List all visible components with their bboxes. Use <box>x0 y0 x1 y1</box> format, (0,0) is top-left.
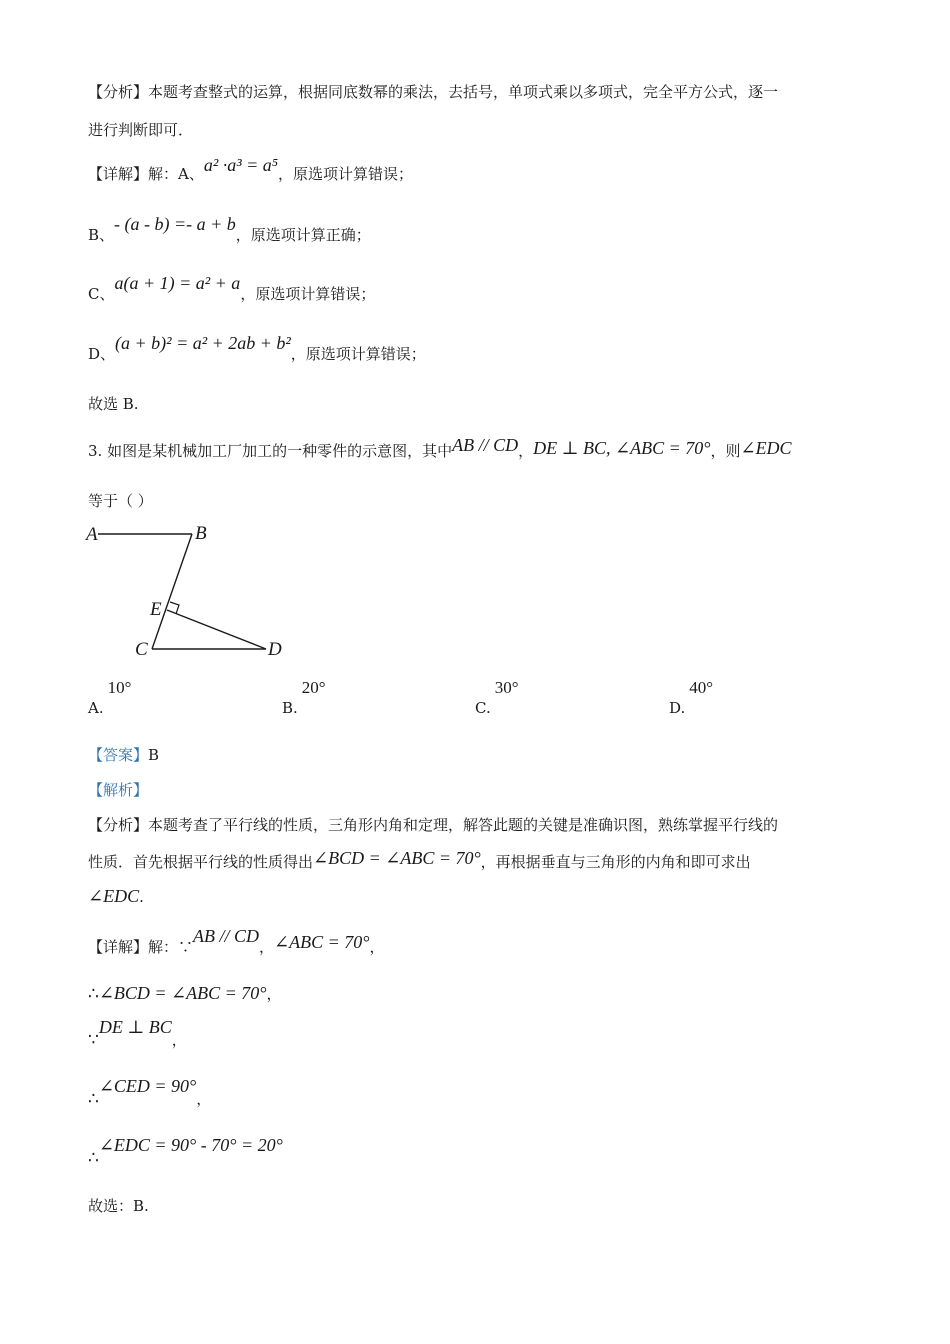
answer-line <box>88 745 159 765</box>
detail2-end: ， <box>369 938 385 956</box>
question-3-line-2: 等于（ ） <box>88 492 153 510</box>
label-point-d: D <box>268 639 282 660</box>
step-4-end: ， <box>196 1090 212 1108</box>
analysis2-text-a: 性质．首先根据平行线的性质得出 <box>88 853 314 871</box>
option-a-value: 10° <box>107 678 132 697</box>
formula-c: a(a + 1) = a² + a <box>114 273 241 293</box>
question-3-text: 3. 如图是某机械加工厂加工的一种零件的示意图，其中 <box>88 442 453 460</box>
option-a[interactable] <box>88 678 132 718</box>
detail2-step-2 <box>88 983 282 1004</box>
detail2-step-5 <box>88 1135 283 1168</box>
detail2-prefix: 【详解】解：∵ <box>88 938 194 956</box>
step-3-formula: DE ⊥ BC <box>98 1017 172 1037</box>
detail2-step-4 <box>88 1076 212 1109</box>
option-d-letter: D. <box>669 699 686 717</box>
label-c: C、 <box>88 285 115 303</box>
step-2-formula: ∠BCD = ∠ABC = 70° <box>98 983 267 1003</box>
analysis2-line-3 <box>88 886 144 907</box>
option-b-letter: B. <box>282 699 298 717</box>
label-point-a: A <box>86 524 98 545</box>
option-d[interactable] <box>669 678 714 718</box>
segment-ed <box>167 610 266 649</box>
q3-comma: ， <box>518 442 534 460</box>
verdict-d: ，原选项计算错误； <box>290 345 426 363</box>
q3-condition: DE ⊥ BC, ∠ABC = 70° <box>533 438 711 458</box>
verdict-c: ，原选项计算错误； <box>240 285 376 303</box>
answer-label: 【答案】 <box>88 746 149 764</box>
step-4-formula: ∠CED = 90° <box>98 1076 197 1096</box>
step-5-formula: ∠EDC = 90° - 70° = 20° <box>98 1135 283 1155</box>
therefore-icon: ∴ <box>88 1148 99 1168</box>
analysis-line-1: 【分析】本题考查整式的运算，根据同底数幂的乘法，去括号，单项式乘以多项式，完全平方公式，逐一 <box>88 83 779 101</box>
verdict-b: ，原选项计算正确； <box>235 226 371 244</box>
solution-label: 【解析】 <box>88 781 149 799</box>
option-c-value: 30° <box>494 678 519 697</box>
detail2-step-3 <box>88 1017 187 1050</box>
detail2-line-1 <box>88 926 385 957</box>
detail-option-b <box>88 214 371 245</box>
label-d: D、 <box>88 345 116 363</box>
step-3-end: ， <box>171 1031 187 1049</box>
label-point-e: E <box>150 599 162 620</box>
analysis2-line-2 <box>88 848 751 872</box>
verdict-a: ，原选项计算错误； <box>278 165 414 183</box>
q3-then: ，则 <box>710 442 741 460</box>
analysis2-period: . <box>139 888 144 906</box>
formula-b: - (a - b) =- a + b <box>114 214 236 234</box>
label-b: B、 <box>88 226 115 244</box>
formula-a: a² ·a³ = a⁵ <box>203 155 279 175</box>
formula-d: (a + b)² = a² + 2ab + b² <box>115 333 291 353</box>
option-c-letter: C. <box>475 699 491 717</box>
detail2-parallel: AB // CD <box>193 926 260 946</box>
detail-prefix: 【详解】解：A、 <box>88 165 204 183</box>
option-d-value: 40° <box>689 678 714 697</box>
conclusion-1: 故选 B. <box>88 395 139 413</box>
label-point-c: C <box>135 639 148 660</box>
detail2-angle-abc: ∠ABC = 70° <box>274 932 370 952</box>
detail-option-a <box>88 155 414 184</box>
analysis2-target-angle: ∠EDC <box>88 886 140 906</box>
analysis-line-2: 进行判断即可． <box>88 121 194 139</box>
option-c[interactable] <box>475 678 519 718</box>
question-3-line-1 <box>88 435 792 461</box>
conclusion-2: 故选：B. <box>88 1197 149 1215</box>
segment-bc <box>152 534 192 649</box>
analysis2-line-1: 【分析】本题考查了平行线的性质，三角形内角和定理，解答此题的关键是准确识图，熟练掌握平行线的 <box>88 816 779 834</box>
step-2-end: ， <box>266 985 282 1003</box>
analysis2-formula: ∠BCD = ∠ABC = 70° <box>313 848 481 868</box>
geometry-figure <box>84 518 314 668</box>
option-b-value: 20° <box>301 678 326 697</box>
answer-value: B <box>148 746 160 764</box>
q3-parallel: AB // CD <box>452 435 519 455</box>
analysis2-text-b: ，再根据垂直与三角形的内角和即可求出 <box>480 853 751 871</box>
therefore-icon: ∴ <box>88 1089 99 1109</box>
option-a-letter: A. <box>88 699 104 717</box>
option-b[interactable] <box>282 678 326 718</box>
detail2-sep: ， <box>259 938 275 956</box>
q3-target-angle: ∠EDC <box>740 438 792 458</box>
therefore-icon: ∴ <box>88 984 99 1004</box>
detail-option-d <box>88 333 426 364</box>
detail-option-c <box>88 273 376 304</box>
label-point-b: B <box>195 523 207 544</box>
because-icon: ∵ <box>88 1030 99 1050</box>
